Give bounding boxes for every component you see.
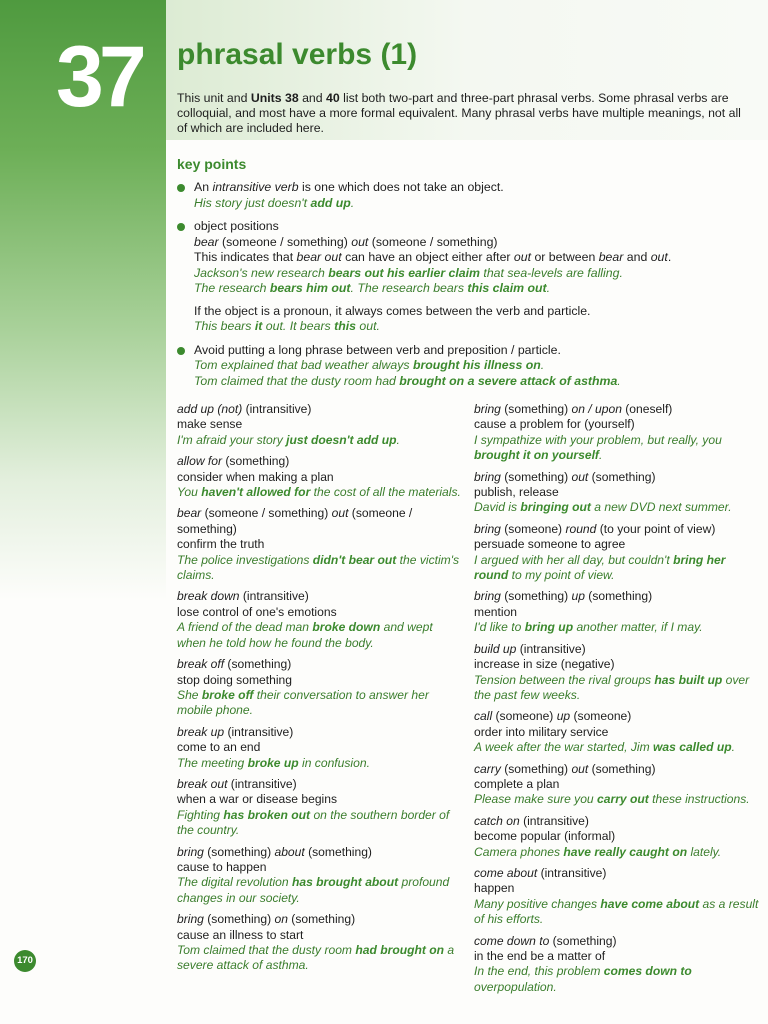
text-segment: If the object is a pronoun, it always comes between the verb and particle.	[194, 303, 591, 318]
text-segment: (something)	[287, 912, 356, 927]
text-segment: out	[351, 234, 369, 249]
entry-example	[474, 897, 759, 928]
entry-headword	[474, 934, 759, 949]
text-segment: (intransitive)	[224, 724, 294, 739]
text-segment: intransitive verb	[212, 180, 299, 194]
text-segment: that sea-levels are falling.	[480, 265, 623, 280]
text-segment: (to your point of view)	[596, 521, 716, 536]
key-point-text	[194, 180, 752, 196]
text-segment: I'm afraid your story	[177, 432, 287, 447]
text-segment: I sympathize with your problem, but really, you	[474, 432, 722, 447]
text-segment: profound changes in our society.	[177, 875, 450, 905]
text-segment: lately.	[687, 844, 722, 859]
highlighted-phrase: comes down to	[603, 964, 692, 979]
text-segment: Many positive changes	[474, 896, 601, 911]
text-segment: in confusion.	[298, 755, 370, 770]
entry-example	[177, 620, 462, 651]
entries-left-column	[177, 402, 462, 980]
text-segment: Tom claimed that the dusty room had	[194, 373, 400, 388]
text-segment: break down	[177, 589, 240, 604]
text-segment: out	[513, 250, 532, 264]
text-segment: out	[571, 469, 589, 484]
text-segment: (something)	[588, 761, 656, 776]
example-sentence	[194, 319, 752, 335]
entry-meaning: in the end be a matter of	[474, 949, 606, 963]
text-segment: break up	[177, 724, 225, 739]
text-segment: Fighting	[177, 807, 224, 822]
text-segment: (something)	[584, 589, 653, 604]
phrasal-verb-entry	[177, 777, 462, 839]
key-point-item	[177, 219, 752, 335]
page-number: 170	[14, 950, 36, 972]
key-points-heading: key points	[177, 156, 247, 172]
highlighted-phrase: brought his illness on	[412, 358, 541, 372]
highlighted-phrase: carry out	[597, 792, 649, 807]
text-segment: out. It bears	[262, 319, 335, 333]
text-segment: .	[667, 250, 672, 264]
entry-meaning: happen	[474, 881, 515, 896]
text-segment: (something)	[222, 454, 290, 469]
text-segment: bring	[474, 521, 501, 536]
text-segment: Jackson's new research	[194, 265, 329, 280]
entry-headword	[474, 522, 759, 537]
text-segment: (someone)	[570, 709, 632, 724]
phrasal-verb-entry	[474, 934, 759, 996]
highlighted-phrase: broke down	[312, 620, 381, 635]
phrasal-verb-entry	[177, 454, 462, 500]
entry-headword	[177, 402, 462, 417]
entry-example	[177, 756, 462, 771]
entries-right-column	[474, 402, 759, 1001]
entry-example	[177, 875, 462, 906]
bullet-icon	[177, 184, 185, 192]
text-segment: An	[194, 180, 213, 194]
text-segment: (something)	[500, 761, 572, 776]
text-segment: bear	[194, 234, 219, 249]
text-segment: Camera phones	[474, 844, 564, 859]
text-segment: and	[298, 91, 327, 105]
example-sentence	[194, 358, 752, 374]
highlighted-phrase: have come about	[600, 896, 700, 911]
text-segment: the victim's claims.	[177, 552, 460, 583]
highlighted-phrase: had brought on	[355, 943, 445, 957]
text-segment: bring	[474, 469, 501, 484]
text-segment: and	[623, 250, 651, 264]
text-segment: She	[177, 687, 202, 702]
text-segment: (intransitive)	[242, 402, 312, 416]
highlighted-phrase: bring her round	[474, 552, 726, 583]
entry-meaning: increase in size (negative)	[474, 657, 615, 672]
highlighted-phrase: it	[254, 319, 263, 333]
entry-meaning: stop doing something	[177, 672, 292, 687]
entry-headword	[177, 506, 462, 537]
phrasal-verb-entry	[474, 402, 759, 464]
text-segment: (something)	[203, 912, 275, 927]
entry-headword	[177, 912, 462, 927]
entry-example	[177, 433, 462, 448]
phrasal-verb-entry	[177, 725, 462, 771]
text-segment: .	[731, 740, 736, 755]
text-segment: (someone)	[500, 521, 566, 536]
phrasal-verb-entry	[474, 470, 759, 516]
example-sentence	[194, 196, 752, 212]
entry-example	[177, 485, 462, 500]
text-segment: object positions	[194, 219, 279, 233]
key-point-item	[177, 180, 752, 211]
text-segment: (intransitive)	[239, 589, 309, 604]
text-segment: (intransitive)	[537, 865, 607, 880]
text-segment: .	[396, 432, 400, 447]
phrasal-verb-entry	[177, 402, 462, 448]
entry-headword	[177, 657, 462, 672]
text-segment: .	[617, 373, 621, 388]
entry-meaning: complete a plan	[474, 776, 560, 791]
unit-number: 37	[56, 29, 142, 125]
text-segment: A week after the war started, Jim	[474, 740, 654, 755]
text-segment: (someone / something)	[201, 506, 332, 521]
key-point-text	[194, 250, 752, 266]
text-segment: on the southern border of the country.	[177, 807, 450, 838]
text-segment: His story just doesn't	[194, 195, 311, 210]
text-segment: Tom claimed that the dusty room	[177, 943, 356, 957]
text-segment: the cost of all the materials.	[310, 485, 461, 500]
entry-example	[177, 808, 462, 839]
highlighted-phrase: was called up	[653, 740, 732, 755]
entry-headword	[474, 762, 759, 777]
page-title: phrasal verbs (1)	[177, 38, 418, 71]
text-segment: This indicates that	[194, 250, 297, 264]
text-segment: catch on	[474, 813, 520, 828]
text-segment: The police investigations	[177, 552, 313, 567]
text-segment: You	[177, 485, 202, 500]
entry-example	[177, 943, 462, 974]
text-segment: (someone / something)	[177, 506, 413, 536]
phrasal-verb-entry	[177, 912, 462, 974]
text-segment: (something)	[224, 657, 292, 672]
text-segment: .	[598, 448, 603, 463]
text-segment: bear	[598, 250, 624, 264]
entry-meaning: make sense	[177, 417, 243, 432]
text-segment: (intransitive)	[519, 813, 589, 828]
phrasal-verb-entry	[177, 845, 462, 907]
text-segment: (something)	[588, 469, 656, 484]
highlighted-phrase: brought it on yourself	[474, 448, 599, 463]
text-segment: out	[331, 506, 349, 521]
bullet-icon	[177, 347, 185, 355]
text-segment: (something)	[500, 469, 572, 484]
entry-example	[177, 688, 462, 719]
text-segment: these instructions.	[648, 792, 750, 807]
text-segment: on / upon	[571, 402, 622, 416]
text-segment: another matter, if I may.	[573, 620, 703, 635]
text-segment: carry	[474, 761, 501, 776]
entry-example	[474, 792, 759, 807]
text-segment: (someone / something)	[368, 234, 498, 249]
text-segment: In the end, this problem	[474, 964, 604, 979]
key-point-text	[194, 343, 752, 359]
highlighted-phrase: this claim out	[467, 281, 547, 295]
entry-headword	[474, 589, 759, 604]
text-segment: Please make sure you	[474, 792, 598, 807]
highlighted-phrase: haven't allowed for	[201, 485, 311, 500]
text-segment: add up (not)	[177, 402, 243, 416]
text-segment: list both two-part and three-part phrasal verbs. Some phrasal verbs are colloquial, and most have a more formal equivalent. Many phrasal verbs have multiple meanings, not all of which are included here.	[177, 91, 741, 135]
text-segment: call	[474, 709, 493, 724]
phrasal-verb-entry	[474, 642, 759, 704]
text-segment: bear	[177, 506, 202, 521]
entry-meaning: cause an illness to start	[177, 927, 304, 942]
key-point-text	[194, 235, 752, 251]
entry-example	[474, 433, 759, 464]
text-segment: and wept when he told how he found the body.	[177, 620, 433, 650]
text-segment: (someone)	[492, 709, 557, 724]
text-segment: Tension between the rival groups	[474, 672, 655, 687]
text-segment: This unit and	[177, 91, 251, 105]
key-point-text	[194, 219, 752, 235]
entry-example	[474, 553, 759, 584]
entry-meaning: publish, release	[474, 485, 559, 500]
entry-example	[474, 620, 759, 635]
highlighted-phrase: brought on a severe attack of asthma	[399, 373, 618, 388]
text-segment: A friend of the dead man	[177, 620, 313, 635]
entry-meaning: confirm the truth	[177, 537, 265, 552]
text-segment: about	[274, 844, 305, 859]
highlighted-phrase: broke up	[247, 755, 299, 770]
text-segment: (something)	[500, 589, 572, 604]
entry-headword	[177, 589, 462, 604]
text-segment: This bears	[194, 319, 255, 333]
entry-headword	[474, 866, 759, 881]
highlighted-phrase: just doesn't add up	[286, 432, 397, 447]
text-segment: (something)	[304, 844, 372, 859]
highlighted-phrase: has built up	[654, 672, 723, 687]
highlighted-phrase: broke off	[201, 687, 254, 702]
highlighted-phrase: has brought about	[291, 875, 399, 890]
phrasal-verb-entry	[474, 589, 759, 635]
entry-meaning: cause a problem for (yourself)	[474, 417, 635, 432]
highlighted-phrase: didn't bear out	[312, 552, 397, 567]
entry-meaning: cause to happen	[177, 859, 267, 874]
entry-headword	[474, 709, 759, 724]
text-segment: (intransitive)	[516, 641, 586, 656]
text-segment: (something)	[549, 933, 617, 948]
text-segment: (someone / something)	[218, 234, 352, 249]
text-segment: come down to	[474, 933, 550, 948]
text-segment: 40	[326, 91, 340, 105]
text-segment: The research	[194, 281, 270, 295]
text-segment: bring	[177, 844, 204, 859]
text-segment: on	[274, 912, 288, 927]
phrasal-verb-entry	[474, 522, 759, 584]
entry-headword	[474, 470, 759, 485]
text-segment: The digital revolution	[177, 875, 292, 890]
text-segment: bear out	[296, 250, 342, 264]
entry-meaning: become popular (informal)	[474, 829, 616, 844]
text-segment: their conversation to answer her mobile phone.	[177, 687, 429, 718]
text-segment: allow for	[177, 454, 223, 469]
key-point-text	[194, 304, 752, 320]
entry-headword	[474, 814, 759, 829]
text-segment: is one which does not take an object.	[298, 180, 504, 194]
text-segment: a severe attack of asthma.	[177, 943, 455, 973]
intro-paragraph	[177, 91, 747, 136]
entry-meaning: lose control of one's emotions	[177, 604, 337, 619]
text-segment: bring	[474, 589, 501, 604]
phrasal-verb-entry	[177, 657, 462, 719]
example-sentence	[194, 374, 752, 390]
text-segment: bring	[474, 402, 501, 416]
entry-example	[177, 553, 462, 584]
text-segment: Tom explained that bad weather always	[194, 358, 413, 372]
text-segment: (intransitive)	[227, 776, 297, 791]
phrasal-verb-entry	[474, 866, 759, 928]
entry-headword	[474, 402, 759, 417]
entry-headword	[177, 845, 462, 860]
text-segment: build up	[474, 641, 517, 656]
entry-example	[474, 964, 759, 995]
example-sentence	[194, 266, 752, 282]
highlighted-phrase: bringing out	[520, 500, 591, 515]
bullet-icon	[177, 223, 185, 231]
text-segment: out	[571, 761, 589, 776]
entry-meaning: mention	[474, 604, 518, 619]
highlighted-phrase: bears out his earlier claim	[328, 265, 480, 280]
entry-meaning: when a war or disease begins	[177, 792, 338, 807]
text-segment: as a result of his efforts.	[474, 896, 759, 927]
text-segment: The meeting	[177, 755, 248, 770]
entry-headword	[177, 777, 462, 792]
text-segment: out	[650, 250, 668, 264]
highlighted-phrase: have really caught on	[563, 844, 688, 859]
text-segment: (something)	[500, 402, 572, 416]
text-segment: or between	[531, 250, 599, 264]
entry-meaning: consider when making a plan	[177, 469, 334, 484]
text-segment: bring	[177, 912, 204, 927]
key-point-item	[177, 343, 752, 390]
entry-meaning: come to an end	[177, 740, 261, 755]
key-points-list	[177, 180, 752, 397]
entry-example	[474, 673, 759, 704]
text-segment: come about	[474, 865, 538, 880]
highlighted-phrase: add up	[310, 195, 351, 210]
text-segment: . The research bears	[350, 281, 468, 295]
text-segment: can have an object either after	[341, 250, 514, 264]
example-sentence	[194, 281, 752, 297]
text-segment: David is	[474, 500, 521, 515]
text-segment: break out	[177, 776, 228, 791]
highlighted-phrase: bring up	[524, 620, 574, 635]
highlighted-phrase: bears him out	[269, 281, 351, 295]
text-segment: .	[350, 195, 355, 210]
text-segment: over the past few weeks.	[474, 672, 750, 702]
highlighted-phrase: has broken out	[223, 807, 311, 822]
text-segment: up	[571, 589, 585, 604]
phrasal-verb-entry	[474, 814, 759, 860]
text-segment: Units 38	[250, 91, 299, 105]
entry-example	[474, 740, 759, 755]
phrasal-verb-entry	[474, 709, 759, 755]
text-segment: overpopulation.	[474, 979, 557, 994]
text-segment: .	[540, 358, 545, 372]
text-segment: a new DVD next summer.	[590, 500, 732, 515]
text-segment: (oneself)	[621, 402, 673, 416]
text-segment: out.	[356, 319, 380, 333]
entry-headword	[177, 725, 462, 740]
phrasal-verb-entry	[474, 762, 759, 808]
text-segment: I argued with her all day, but couldn't	[474, 552, 674, 567]
text-segment: break off	[177, 657, 225, 672]
phrasal-verb-entry	[177, 589, 462, 651]
entry-example	[474, 500, 759, 515]
entry-meaning: order into military service	[474, 724, 609, 739]
entry-meaning: persuade someone to agree	[474, 537, 626, 552]
entry-headword	[474, 642, 759, 657]
entry-headword	[177, 454, 462, 469]
text-segment: .	[546, 281, 551, 295]
highlighted-phrase: this	[334, 319, 356, 333]
phrasal-verb-entry	[177, 506, 462, 583]
text-segment: up	[556, 709, 571, 724]
text-segment: to my point of view.	[508, 568, 615, 583]
entry-example	[474, 845, 759, 860]
text-segment: round	[565, 521, 597, 536]
text-segment: Avoid putting a long phrase between verb and preposition / particle.	[194, 342, 561, 357]
spacer	[194, 297, 752, 304]
text-segment: (something)	[203, 844, 275, 859]
text-segment: I'd like to	[474, 620, 525, 635]
